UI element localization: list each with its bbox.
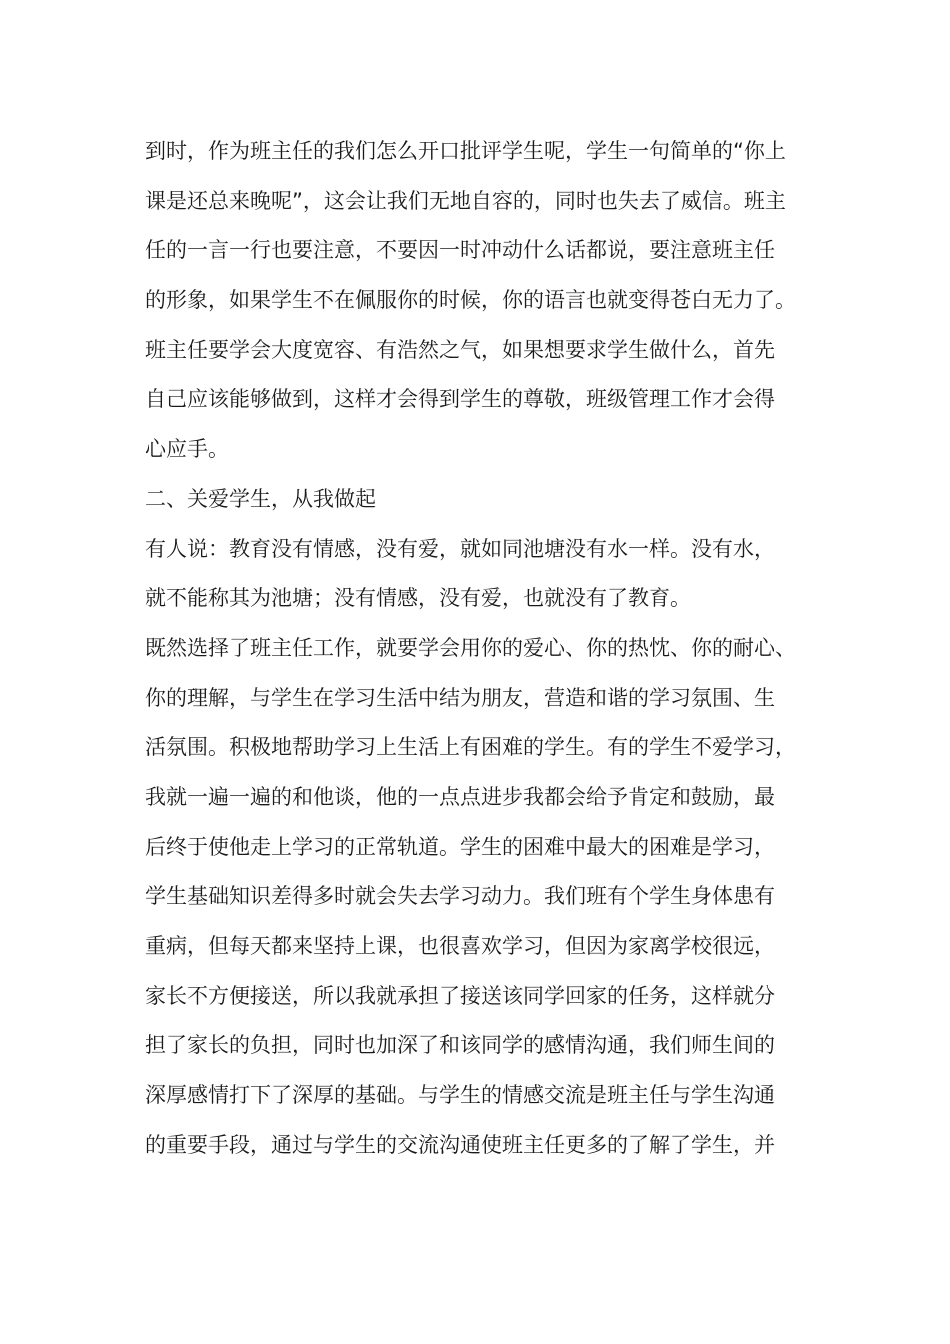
text-line: 到时，作为班主任的我们怎么开口批评学生呢，学生一句简单的“你上 <box>145 139 786 163</box>
text-line: 我就一遍一遍的和他谈，他的一点点进步我都会给予肯定和鼓励，最 <box>145 784 775 809</box>
text-line: 自己应该能够做到，这样才会得到学生的尊敬，班级管理工作才会得 <box>145 387 775 412</box>
text-line: 后终于使他走上学习的正常轨道。学生的困难中最大的困难是学习， <box>145 834 775 859</box>
text-line: 深厚感情打下了深厚的基础。与学生的情感交流是班主任与学生沟通 <box>145 1083 775 1108</box>
text-line: 家长不方便接送，所以我就承担了接送该同学回家的任务，这样就分 <box>145 983 775 1008</box>
text-line: 就不能称其为池塘；没有情感，没有爱，也就没有了教育。 <box>145 586 691 611</box>
text-line: 任的一言一行也要注意，不要因一时冲动什么话都说，要注意班主任 <box>145 238 775 263</box>
text-line: 你的理解，与学生在学习生活中结为朋友，营造和谐的学习氛围、生 <box>145 685 775 710</box>
text-line: 活氛围。积极地帮助学习上生活上有困难的学生。有的学生不爱学习， <box>145 735 796 760</box>
document-body <box>145 127 810 1170</box>
paragraph-2 <box>145 525 810 624</box>
text-line: 重病，但每天都来坚持上课，也很喜欢学习，但因为家离学校很远， <box>145 934 775 958</box>
paragraph-1 <box>145 127 810 475</box>
text-line: 的重要手段，通过与学生的交流沟通使班主任更多的了解了学生，并 <box>145 1132 775 1157</box>
text-line: 有人说：教育没有情感，没有爱，就如同池塘没有水一样。没有水， <box>145 536 775 561</box>
text-line: 心应手。 <box>145 437 229 462</box>
text-line: 课是还总来晚呢”，这会让我们无地自容的，同时也失去了威信。班主 <box>145 188 786 213</box>
text-line: 的形象，如果学生不在佩服你的时候，你的语言也就变得苍白无力了。 <box>145 288 796 313</box>
section-heading: 二、关爱学生，从我做起 <box>145 486 376 511</box>
paragraph-3 <box>145 624 810 1171</box>
text-line: 既然选择了班主任工作，就要学会用你的爱心、你的热忱、你的耐心、 <box>145 635 796 660</box>
text-line: 学生基础知识差得多时就会失去学习动力。我们班有个学生身体患有 <box>145 884 775 909</box>
text-line: 担了家长的负担，同时也加深了和该同学的感情沟通，我们师生间的 <box>145 1033 775 1058</box>
text-line: 班主任要学会大度宽容、有浩然之气，如果想要求学生做什么，首先 <box>145 337 775 362</box>
